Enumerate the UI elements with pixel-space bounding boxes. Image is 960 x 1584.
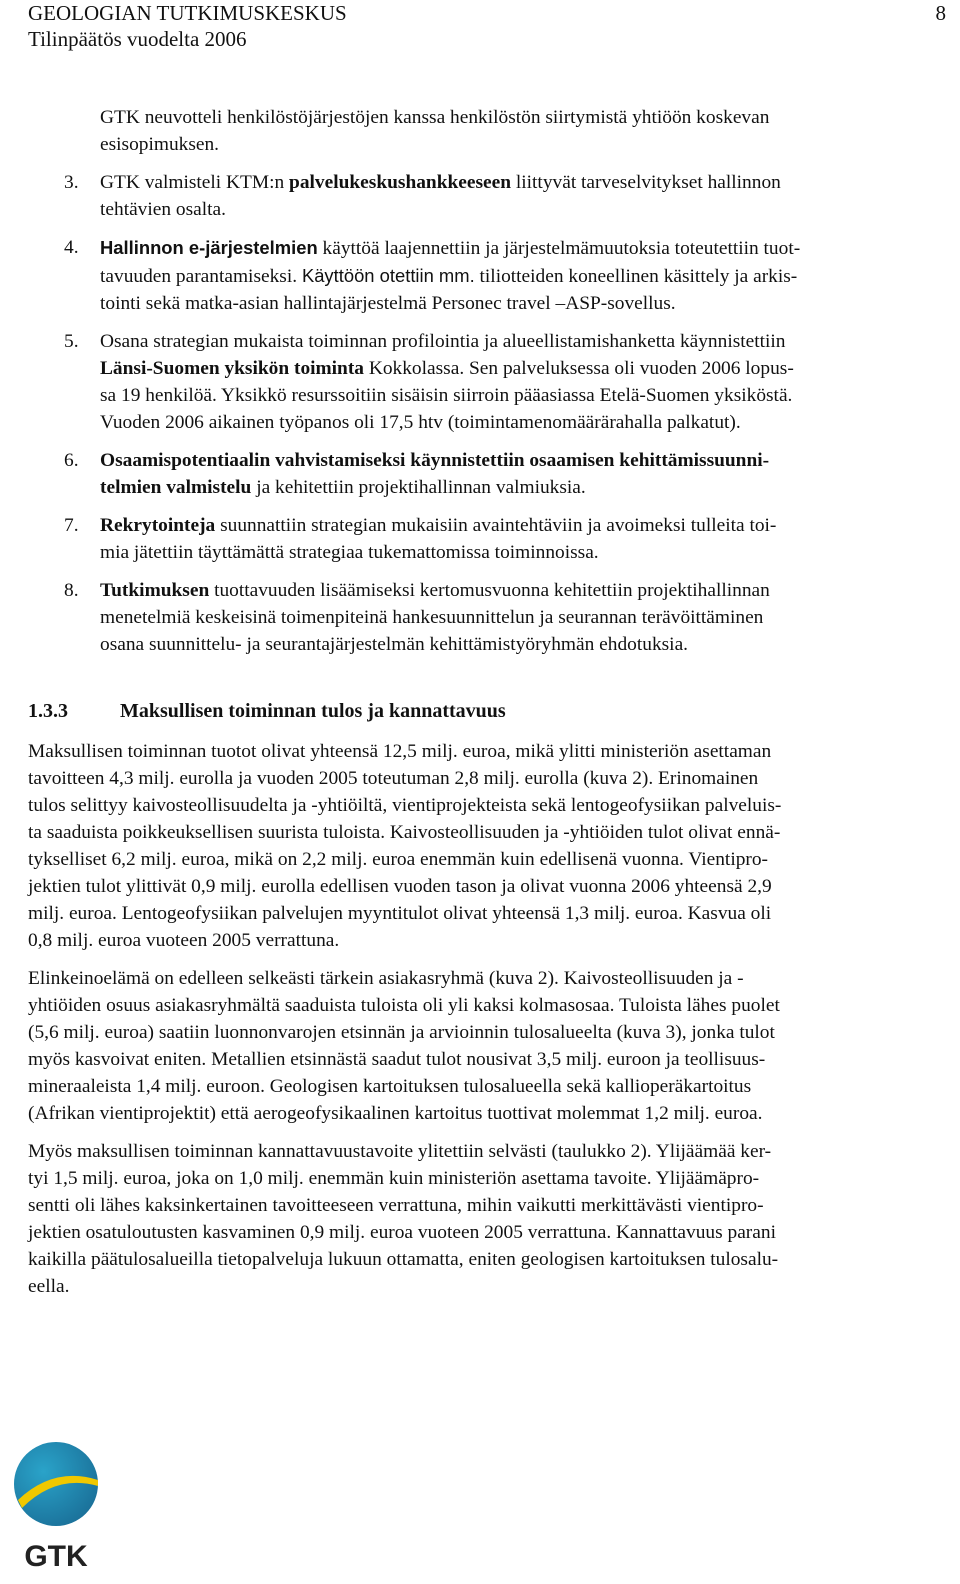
body-paragraphs <box>28 738 948 1311</box>
text-line <box>100 409 930 436</box>
list-item-text <box>100 447 930 501</box>
paragraph <box>28 738 948 954</box>
text-line: tulos selittyy kaivosteollisuudelta ja -yhtiöiltä, vientiprojekteista sekä lentogeofysiikan palveluis- <box>28 795 782 816</box>
list-item <box>0 328 960 436</box>
text-run: ja kehitettiin projektihallinnan valmiuksia. <box>251 477 586 498</box>
text-run: tuottavuuden lisäämiseksi kertomusvuonna kehitettiin projektihallinnan <box>209 580 770 601</box>
text-line: yhtiöiden osuus asiakasryhmältä saaduista tuloista oli yli kaksi kolmasosaa. Tuloista lähes puolet <box>28 995 780 1016</box>
section-title: Maksullisen toiminnan tulos ja kannattavuus <box>120 700 506 722</box>
text-line <box>100 290 930 317</box>
text-line <box>100 577 930 604</box>
text-run: Vuoden 2006 aikainen työpanos oli 17,5 htv (toimintamenomäärärahalla palkatut). <box>100 412 741 433</box>
text-run: sa 19 henkilöä. Yksikkö resurssoitiin sisäisin siirroin pääasiassa Etelä-Suomen yksiköstä. <box>100 385 793 406</box>
text-line: GTK neuvotteli henkilöstöjärjestöjen kanssa henkilöstön siirtymistä yhtiöön koskevan <box>100 107 770 128</box>
text-line <box>100 474 930 501</box>
text-line <box>100 631 930 658</box>
text-line <box>100 234 930 262</box>
logo-text: GTK <box>24 1540 88 1573</box>
list-intro-paragraph <box>100 104 930 158</box>
text-line: tavoitteen 4,3 milj. eurolla ja vuoden 2005 toteutuman 2,8 milj. eurolla (kuva 2). Erinomainen <box>28 768 759 789</box>
text-line <box>100 512 930 539</box>
section-number: 1.3.3 <box>28 700 68 722</box>
text-line <box>100 328 930 355</box>
text-line: kaikilla päätulosalueilla tietopalveluja lukuun ottamatta, eniten geologisen kartoituksen tulosalu- <box>28 1249 779 1270</box>
list-items <box>0 169 960 658</box>
page-number: 8 <box>935 1 946 25</box>
list-item-text <box>100 169 930 223</box>
bold-run: Osaamispotentiaalin vahvistamiseksi käynnistettiin osaamisen kehittämissuunni- <box>100 450 770 471</box>
list-item <box>0 447 960 501</box>
text-line: eella. <box>28 1276 70 1297</box>
section-heading <box>28 697 506 725</box>
text-line: (Afrikan vientiprojektit) että aerogeofysikaalinen kartoitus tuottivat molemmat 1,2 milj. euroa. <box>28 1103 763 1124</box>
list-item-text <box>100 512 930 566</box>
text-line <box>100 262 930 290</box>
text-line <box>100 355 930 382</box>
text-run: menetelmiä keskeisinä toimenpiteinä hankesuunnittelun ja seurannan terävöittäminen <box>100 607 764 628</box>
text-run: osana suunnittelu- ja seurantajärjestelmän kehittämistyöryhmän ehdotuksia. <box>100 634 689 655</box>
text-line: jektien osatuloutusten kasvaminen 0,9 milj. euroa vuoteen 2005 verrattuna. Kannattavuus parani <box>28 1222 776 1243</box>
text-run: mia jätettiin täyttämättä strategiaa tukemattomissa toiminnoissa. <box>100 542 599 563</box>
text-run: GTK valmisteli KTM:n <box>100 172 290 193</box>
text-run: suunnattiin strategian mukaisiin avaintehtäviin ja avoimeksi tulleita toi- <box>215 515 777 536</box>
list-item-text <box>100 234 930 317</box>
text-line: tyi 1,5 milj. euroa, joka on 1,0 milj. enemmän kuin ministeriön asettama tavoite. Ylijäämäpro- <box>28 1168 760 1189</box>
text-run: käyttöä laajennettiin ja järjestelmämuutoksia toteutettiin tuot- <box>317 238 801 259</box>
list-item-number: 7. <box>64 515 79 536</box>
bold-run: Länsi-Suomen yksikön toiminta <box>100 358 364 379</box>
list-item-text <box>100 328 930 436</box>
text-line <box>100 539 930 566</box>
text-run: Osana strategian mukaista toiminnan profilointia ja alueellistamishanketta käynnistettiin <box>100 331 786 352</box>
bold-run: Rekrytointeja <box>100 515 216 536</box>
list-item-number: 4. <box>64 237 79 258</box>
header-organization: GEOLOGIAN TUTKIMUSKESKUS <box>28 1 347 25</box>
text-line <box>100 196 930 223</box>
text-line: ta saaduista poikkeuksellisen suurista tuloista. Kaivosteollisuuden ja -yhtiöiden tulot olivat ennä- <box>28 822 781 843</box>
text-run: tehtävien osalta. <box>100 199 226 220</box>
text-line: sentti oli lähes kaksinkertainen tavoitteeseen verrattuna, mihin vaikutti merkittävästi vientipro- <box>28 1195 764 1216</box>
text-run: tointi sekä matka-asian hallintajärjestelmä Personec travel –ASP-sovellus. <box>100 293 676 314</box>
list-item <box>0 234 960 317</box>
list-item-number: 8. <box>64 580 79 601</box>
list-item-text <box>100 577 930 658</box>
text-line <box>100 604 930 631</box>
text-run: Käyttöön otettiin mm. <box>301 265 475 286</box>
paragraph <box>28 965 948 1127</box>
page-header <box>28 0 347 52</box>
bold-run: palvelukeskushankkeeseen <box>289 172 512 193</box>
list-item <box>0 577 960 658</box>
text-run: liittyvät tarveselvitykset hallinnon <box>511 172 781 193</box>
text-line: milj. euroa. Lentogeofysiikan palvelujen myyntitulot olivat yhteensä 1,3 milj. euroa. Kasvua oli <box>28 903 772 924</box>
text-line: 0,8 milj. euroa vuoteen 2005 verrattuna. <box>28 930 340 951</box>
bold-run: telmien valmistelu <box>100 477 252 498</box>
text-line <box>100 447 930 474</box>
text-run: Kokkolassa. Sen palveluksessa oli vuoden 2006 lopus- <box>364 358 794 379</box>
text-line: jektien tulot ylittivät 0,9 milj. eurolla edellisen vuoden tason ja olivat vuonna 2006 yhteensä 2,9 <box>28 876 772 897</box>
text-run: tavuuden parantamiseksi. <box>100 266 302 287</box>
text-line: Maksullisen toiminnan tuotot olivat yhteensä 12,5 milj. euroa, mikä ylitti ministeriön asettaman <box>28 741 772 762</box>
header-document-title: Tilinpäätös vuodelta 2006 <box>28 27 247 51</box>
list-item-number: 3. <box>64 172 79 193</box>
numbered-list <box>0 104 960 669</box>
text-line: mineraaleista 1,4 milj. euroon. Geologisen kartoituksen tulosalueella sekä kallioperäkartoitus <box>28 1076 752 1097</box>
text-line: tykselliset 6,2 milj. euroa, mikä on 2,2 milj. euroa enemmän kuin edellisenä vuonna. Vientipro- <box>28 849 769 870</box>
list-item <box>0 512 960 566</box>
paragraph <box>28 1138 948 1300</box>
list-item <box>0 169 960 223</box>
bold-run: Hallinnon e-järjestelmien <box>100 237 318 258</box>
text-line: esisopimuksen. <box>100 134 220 155</box>
text-line <box>100 382 930 409</box>
bold-run: Tutkimuksen <box>100 580 210 601</box>
text-line: myös kasvoivat eniten. Metallien etsinnästä saadut tulot nousivat 3,5 milj. euroon ja teollisuus- <box>28 1049 766 1070</box>
text-line: Myös maksullisen toiminnan kannattavuustavoite ylitettiin selvästi (taulukko 2). Ylijäämää ker- <box>28 1141 772 1162</box>
gtk-logo <box>10 1436 102 1576</box>
list-item-number: 6. <box>64 450 79 471</box>
list-item-number: 5. <box>64 331 79 352</box>
text-line <box>100 169 930 196</box>
text-line: (5,6 milj. euroa) saatiin luonnonvarojen etsinnän ja arvioinnin tulosalueelta (kuva 3), jonka tulot <box>28 1022 775 1043</box>
text-run: tiliotteiden koneellinen käsittely ja arkis- <box>474 266 798 287</box>
text-line: Elinkeinoelämä on edelleen selkeästi tärkein asiakasryhmä (kuva 2). Kaivosteollisuuden ja - <box>28 968 744 989</box>
